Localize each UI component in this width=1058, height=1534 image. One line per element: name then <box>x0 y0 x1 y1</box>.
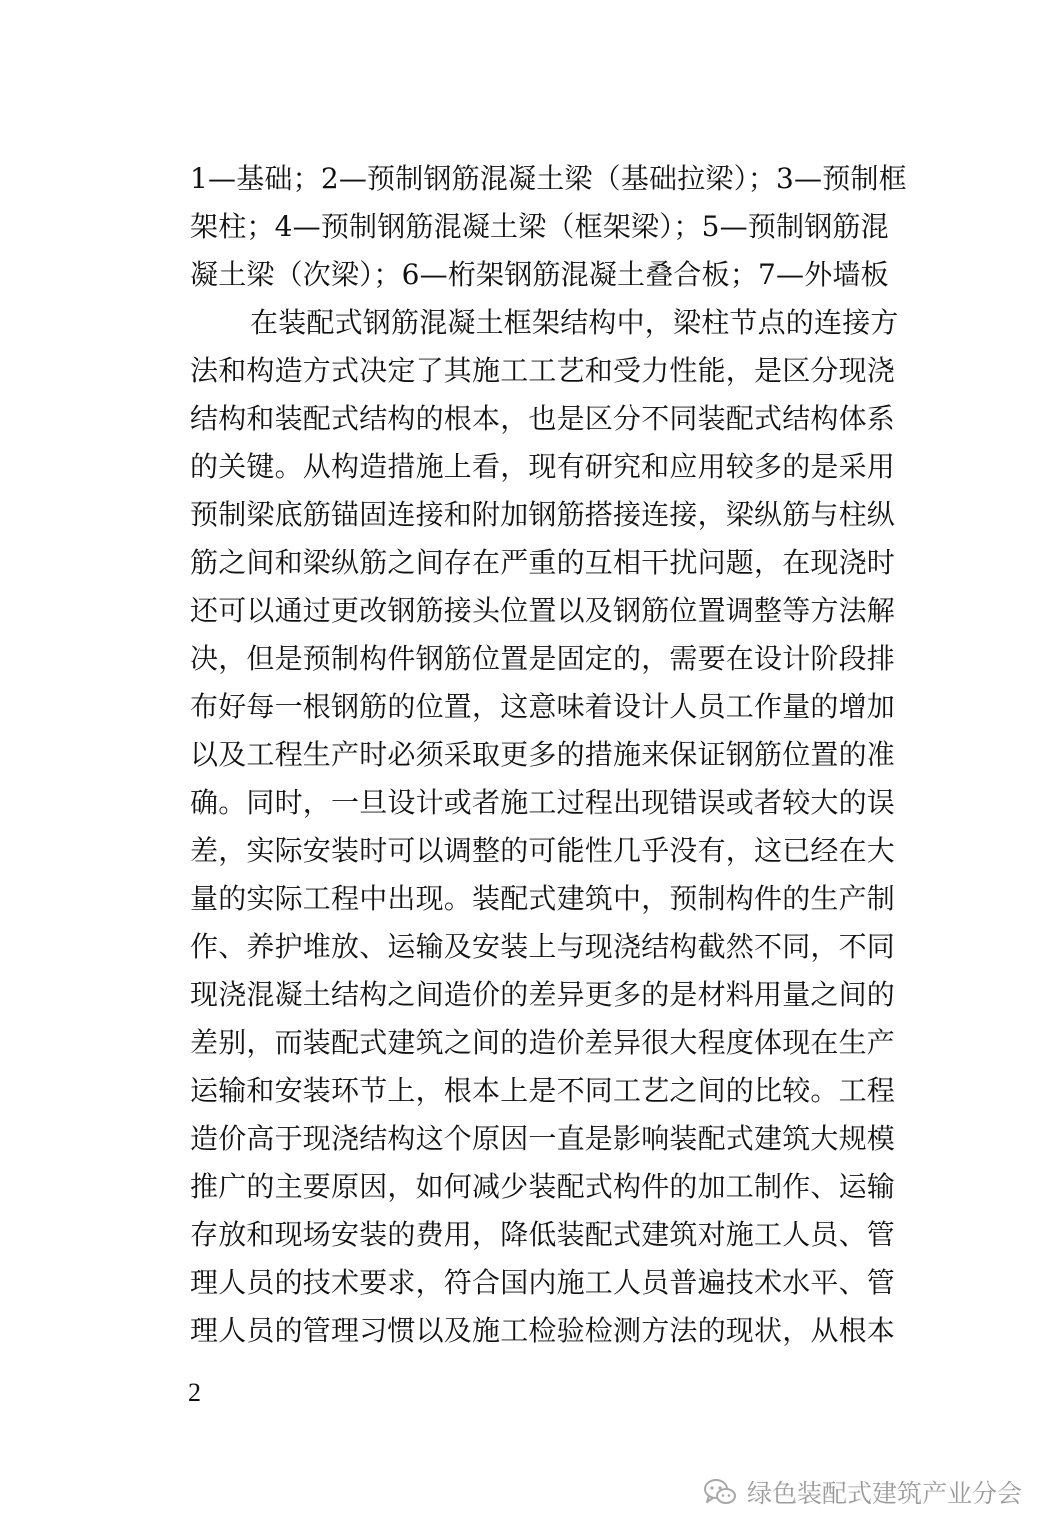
body-line: 以及工程生产时必须采取更多的措施来保证钢筋位置的准 <box>190 738 896 771</box>
body-line: 预制梁底筋锚固连接和附加钢筋搭接连接，梁纵筋与柱纵 <box>190 498 896 531</box>
body-line: 理人员的管理习惯以及施工检验检测方法的现状，从根本 <box>190 1314 896 1347</box>
body-line: 差，实际安装时可以调整的可能性几乎没有，这已经在大 <box>190 834 896 867</box>
body-line: 存放和现场安装的费用，降低装配式建筑对施工人员、管 <box>190 1218 896 1251</box>
body-line: 作、养护堆放、运输及安装上与现浇结构截然不同，不同 <box>190 930 896 963</box>
body-line: 布好每一根钢筋的位置，这意味着设计人员工作量的增加 <box>190 690 896 723</box>
text-block <box>190 155 907 1355</box>
body-line: 法和构造方式决定了其施工工艺和受力性能，是区分现浇 <box>190 354 896 387</box>
body-line: 造价高于现浇结构这个原因一直是影响装配式建筑大规模 <box>190 1122 896 1155</box>
body-line: 运输和安装环节上，根本上是不同工艺之间的比较。工程 <box>190 1074 896 1107</box>
body-line: 筋之间和梁纵筋之间存在严重的互相干扰问题，在现浇时 <box>190 546 896 579</box>
watermark-text: 绿色装配式建筑产业分会 <box>746 1479 1022 1508</box>
body-line: 结构和装配式结构的根本，也是区分不同装配式结构体系 <box>190 402 896 435</box>
body-line: 现浇混凝土结构之间造价的差异更多的是材料用量之间的 <box>190 978 896 1011</box>
body-line: 决，但是预制构件钢筋位置是固定的，需要在设计阶段排 <box>190 642 896 675</box>
body-line: 量的实际工程中出现。装配式建筑中，预制构件的生产制 <box>190 882 896 915</box>
body-line: 在装配式钢筋混凝土框架结构中，梁柱节点的连接方 <box>250 306 899 339</box>
caption-line: 凝土梁（次梁）；6—桁架钢筋混凝土叠合板；7—外墙板 <box>190 258 889 291</box>
body-line: 确。同时，一旦设计或者施工过程出现错误或者较大的误 <box>190 786 896 819</box>
page-number: 2 <box>188 1378 201 1407</box>
caption-line: 架柱；4—预制钢筋混凝土梁（框架梁）；5—预制钢筋混 <box>190 210 889 243</box>
body-line: 差别，而装配式建筑之间的造价差异很大程度体现在生产 <box>190 1026 896 1059</box>
wechat-icon <box>703 1477 737 1507</box>
watermark <box>703 1472 1022 1512</box>
body-line: 推广的主要原因，如何减少装配式构件的加工制作、运输 <box>190 1170 896 1203</box>
caption-line: 1—基础；2—预制钢筋混凝土梁（基础拉梁）；3—预制框 <box>190 162 907 195</box>
body-line: 理人员的技术要求，符合国内施工人员普遍技术水平、管 <box>190 1266 896 1299</box>
body-line: 还可以通过更改钢筋接头位置以及钢筋位置调整等方法解 <box>190 594 896 627</box>
body-line: 的关键。从构造措施上看，现有研究和应用较多的是采用 <box>190 450 896 483</box>
